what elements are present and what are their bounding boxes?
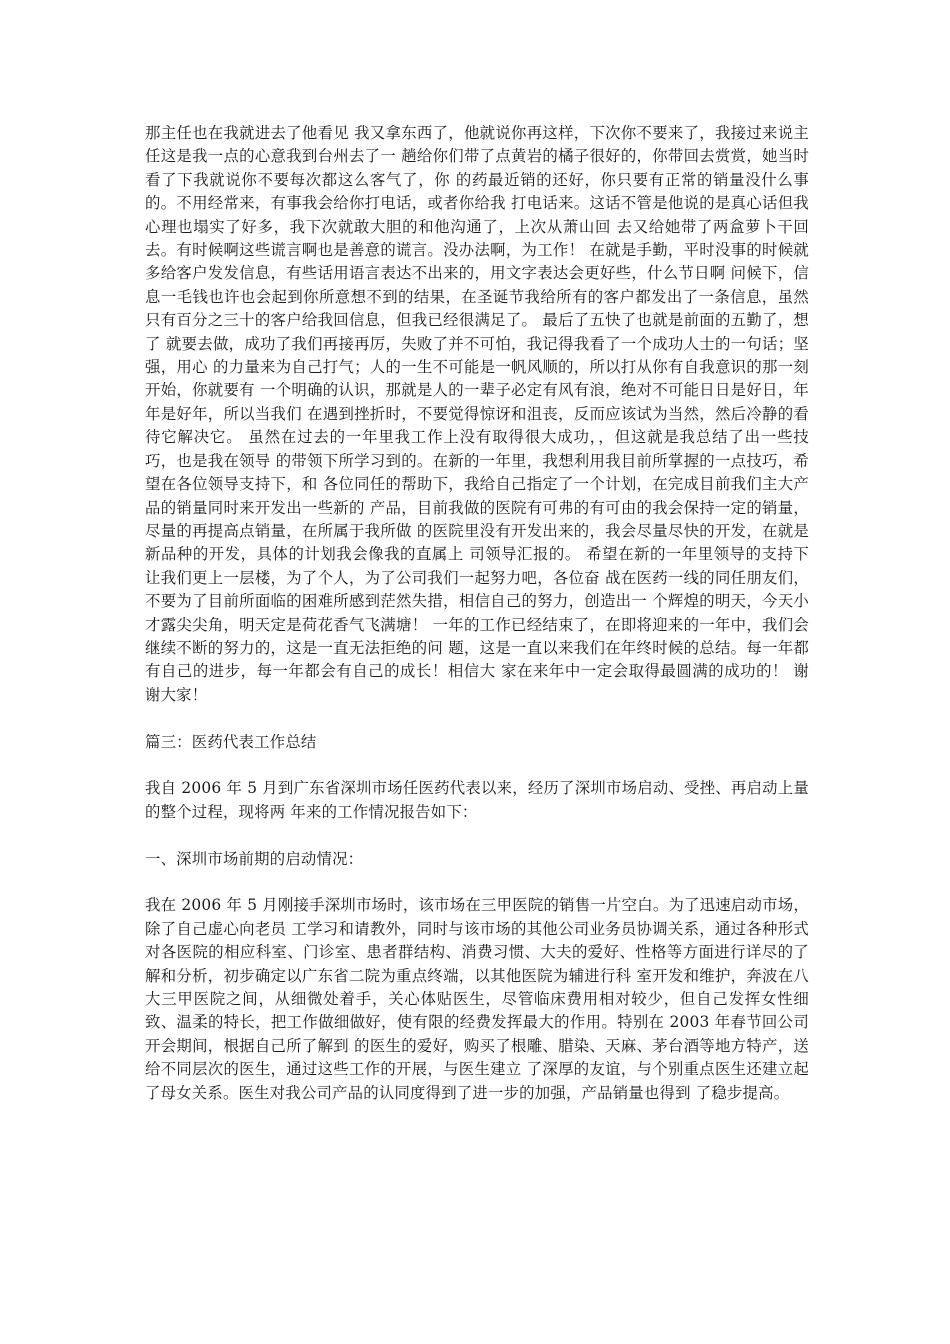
paragraph-spacer xyxy=(145,707,809,730)
paragraph-spacer xyxy=(145,824,809,847)
document-page xyxy=(145,122,809,1105)
paragraph-spacer xyxy=(145,871,809,894)
body-paragraph-2: 我自 2006 年 5 月到广东省深圳市场任医药代表以来，经历了深圳市场启动、受挫、再启动上量的整个过程，现将两 年来的工作情况报告如下： xyxy=(145,779,809,821)
body-paragraph-1: 那主任也在我就进去了他看见 我又拿东西了，他就说你再这样，下次你不要来了，我接过来说主任这是我一点的心意我到台州去了一 趟给你们带了点黄岩的橘子很好的，你带回去赏赏，她当时看了下我就说你不要每次都这么客气了，你 的药最近销的还好，你只要有正常的销量没什么事的。不用经常来，有事我会给你打电话，或者你给我 打电话来。这话不管是他说的是真心话但我心理也塌实了好多，我下次就敢大胆的和他沟通了，上次从萧山回 去又给她带了两盒萝卜干回去。有时候啊这些谎言啊也是善意的谎言。没办法啊，为工作！ 在就是手勤，平时没事的时候就多给客户发发信息，有些话用语言表达不出来的，用文字表达会更好些，什么节日啊 问候下，信息一毛钱也许也会起到你所意想不到的结果，在圣诞节我给所有的客户都发出了一条信息，虽然只有百分之三十的客户给我回信息，但我已经很满足了。 最后了五快了也就是前面的五勤了，想了 就要去做，成功了我们再接再厉，失败了并不可怕，我记得我看了一个成功人士的一句话；坚强，用心 的力量来为自己打气；人的一生不可能是一帆风顺的，所以打从你有自我意识的那一刻开始，你就要有 一个明确的认识，那就是人的一辈子必定有风有浪，绝对不可能日日是好日，年年是好年，所以当我们 在遇到挫折时，不要觉得惊讶和沮丧，反而应该试为当然，然后冷静的看待它解决它。 虽然在过去的一年里我工作上没有取得很大成功，，但这就是我总结了出一些技巧，也是我在领导 的带领下所学习到的。在新的一年里，我想利用我目前所掌握的一点技巧，希望在各位领导支持下，和 各位同任的帮助下，我给自己指定了一个计划，在完成目前我们主大产品的销量同时来开发出一些新的 产品，目前我做的医院有可弗的有可由的我会保持一定的销量，尽量的再提高点销量，在所属于我所做 的医院里没有开发出来的，我会尽量尽快的开发，在就是新品种的开发，具体的计划我会像我的直属上 司领导汇报的。 希望在新的一年里领导的支持下让我们更上一层楼，为了个人，为了公司我们一起努力吧，各位奋 战在医药一线的同任朋友们，不要为了目前所面临的困难所感到茫然失措，相信自己的努力，创造出一 个辉煌的明天，今天小才露尖尖角，明天定是荷花香气飞满塘！ 一年的工作已经结束了，在即将迎来的一年中，我们会继续不断的努力的，这是一直无法拒绝的问 题，这是一直以来我们在年终时候的总结。每一年都有自己的进步，每一年都会有自己的成长！相信大 家在来年中一定会取得最圆满的成功的！ 谢谢大家！ xyxy=(145,124,809,704)
section-heading-part3: 篇三：医药代表工作总结 xyxy=(145,732,317,751)
paragraph-spacer xyxy=(145,754,809,777)
body-paragraph-3: 我在 2006 年 5 月刚接手深圳市场时，该市场在三甲医院的销售一片空白。为了迅速启动市场，除了自己虚心向老员 工学习和请教外，同时与该市场的其他公司业务员协调关系，通过各种形式对各医院的相应科室、门诊室、患者群结构、消费习惯、大夫的爱好、性格等方面进行详尽的了解和分析，初步确定以广东省二院为重点终端，以其他医院为辅进行科 室开发和维护，奔波在八大三甲医院之间，从细微处着手，关心体贴医生，尽管临床费用相对较少，但自己发挥女性细致、温柔的特长，把工作做细做好，使有限的经费发挥最大的作用。特别在 2003 年春节回公司开会期间，根据自己所了解到 的医生的爱好，购买了根雕、腊染、天麻、茅台酒等地方特产，送给不同层次的医生，通过这些工作的开展，与医生建立 了深厚的友谊，与个别重点医生还建立起了母女关系。医生对我公司产品的认同度得到了进一步的加强，产品销量也得到 了稳步提高。 xyxy=(145,896,809,1102)
section-heading-1: 一、深圳市场前期的启动情况： xyxy=(145,849,364,868)
